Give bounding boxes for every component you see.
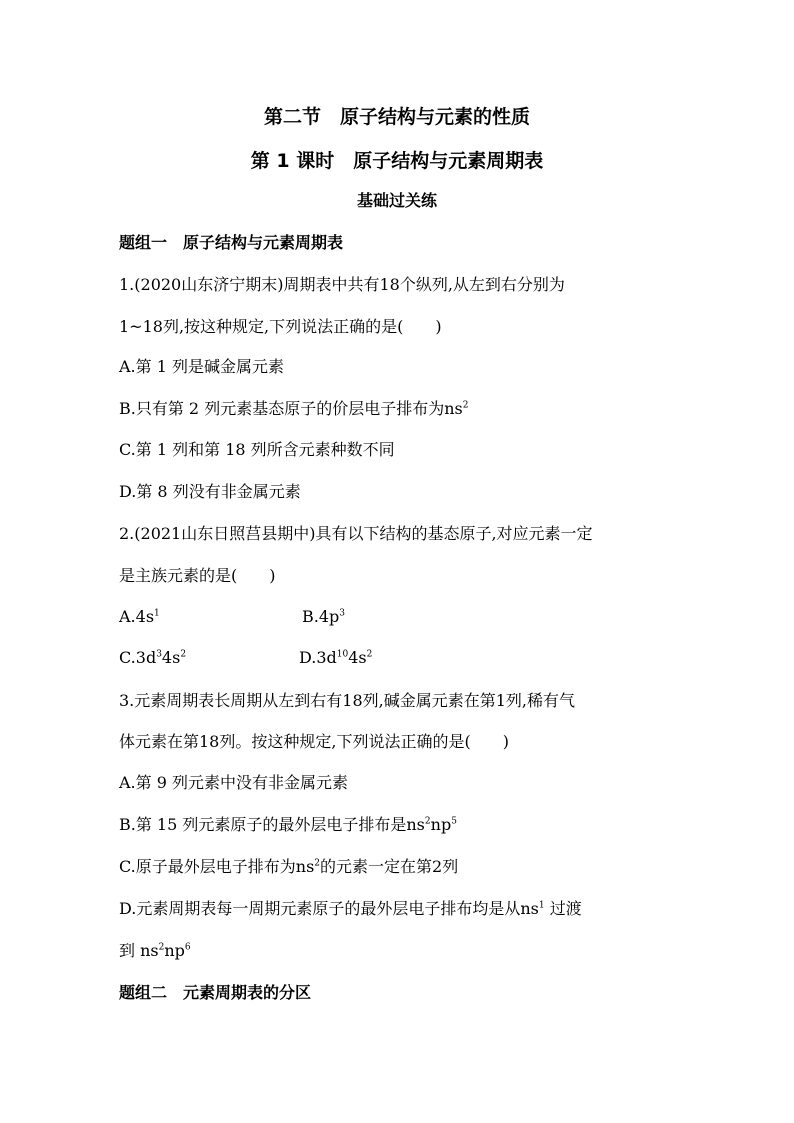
- q2-option-d-part2: 4s: [348, 648, 367, 667]
- q2-option-b-sup: 3: [339, 608, 345, 619]
- q2-option-a-sup: 1: [154, 608, 160, 619]
- group1-heading: 题组一 原子结构与元素周期表: [119, 233, 344, 252]
- q2-option-c-part1: C.3d: [119, 648, 157, 667]
- q2-option-d: [299, 648, 372, 668]
- q2-option-d-sup2: 2: [366, 649, 373, 660]
- q3-option-d-line1: [119, 899, 582, 919]
- q3-option-b-part1: B.第 15 列元素原子的最外层电子排布是ns: [119, 815, 425, 834]
- q2-option-d-sup1: 10: [336, 649, 349, 660]
- q3-option-c-part1: C.原子最外层电子排布为ns: [119, 857, 315, 876]
- q1-option-b-sup: 2: [462, 400, 469, 411]
- q2-option-c-sup2: 2: [180, 649, 187, 660]
- q3-option-c-sup1: 2: [314, 858, 321, 869]
- q3-option-d-line2-part2: np: [164, 941, 185, 960]
- section-title: 第二节 原子结构与元素的性质: [263, 106, 530, 128]
- group2-heading: 题组二 元素周期表的分区: [119, 983, 312, 1002]
- q3-option-d-line2-part1: 到 ns: [119, 941, 159, 960]
- q2-option-a: [119, 607, 160, 627]
- q2-stem-line2: 是主族元素的是( ): [119, 566, 276, 585]
- q3-option-c-part2: 的元素一定在第2列: [320, 857, 459, 876]
- q3-option-d-line2-sup1: 2: [158, 942, 165, 953]
- q1-stem-line2: 1~18列,按这种规定,下列说法正确的是( ): [119, 317, 442, 336]
- q2-option-c-part2: 4s: [161, 648, 181, 667]
- q3-option-a: A.第 9 列元素中没有非金属元素: [119, 773, 348, 792]
- q1-option-c: C.第 1 列和第 18 列所含元素种数不同: [119, 440, 395, 459]
- q3-option-b-part2: np: [430, 815, 452, 834]
- q3-option-d-line2: [119, 941, 191, 961]
- q3-option-c: [119, 857, 458, 877]
- q1-option-b-text: B.只有第 2 列元素基态原子的价层电子排布为ns: [119, 399, 463, 418]
- q3-option-d-sup1: 1: [538, 900, 545, 911]
- q3-option-b-sup1: 2: [424, 816, 431, 827]
- q1-option-b: [119, 399, 468, 419]
- q3-stem-line2: 体元素在第18列。按这种规定,下列说法正确的是( ): [119, 732, 509, 751]
- q2-option-c-sup1: 3: [156, 649, 162, 660]
- q3-option-d-part1: D.元素周期表每一周期元素原子的最外层电子排布均是从ns: [119, 899, 539, 918]
- q2-stem-line1: 2.(2021山东日照莒县期中)具有以下结构的基态原子,对应元素一定: [119, 524, 593, 543]
- lesson-title: 第 1 课时 原子结构与元素周期表: [250, 150, 544, 172]
- q3-option-b: [119, 815, 457, 835]
- q1-option-d: D.第 8 列没有非金属元素: [119, 482, 301, 501]
- q3-option-b-sup2: 5: [451, 816, 457, 827]
- q2-option-b-text: B.4p: [302, 607, 340, 626]
- practice-label: 基础过关练: [356, 191, 437, 210]
- q3-option-d-part2: 过渡: [544, 899, 582, 918]
- q2-option-c: [119, 648, 186, 668]
- q1-option-a: A.第 1 列是碱金属元素: [119, 357, 284, 376]
- q1-stem-line1: 1.(2020山东济宁期末)周期表中共有18个纵列,从左到右分别为: [119, 275, 565, 294]
- q2-option-d-part1: D.3d: [299, 648, 337, 667]
- q3-stem-line1: 3.元素周期表长周期从左到右有18列,碱金属元素在第1列,稀有气: [119, 691, 575, 710]
- q2-option-a-text: A.4s: [119, 607, 155, 626]
- q2-option-b: [302, 607, 345, 627]
- q3-option-d-line2-sup2: 6: [184, 942, 191, 953]
